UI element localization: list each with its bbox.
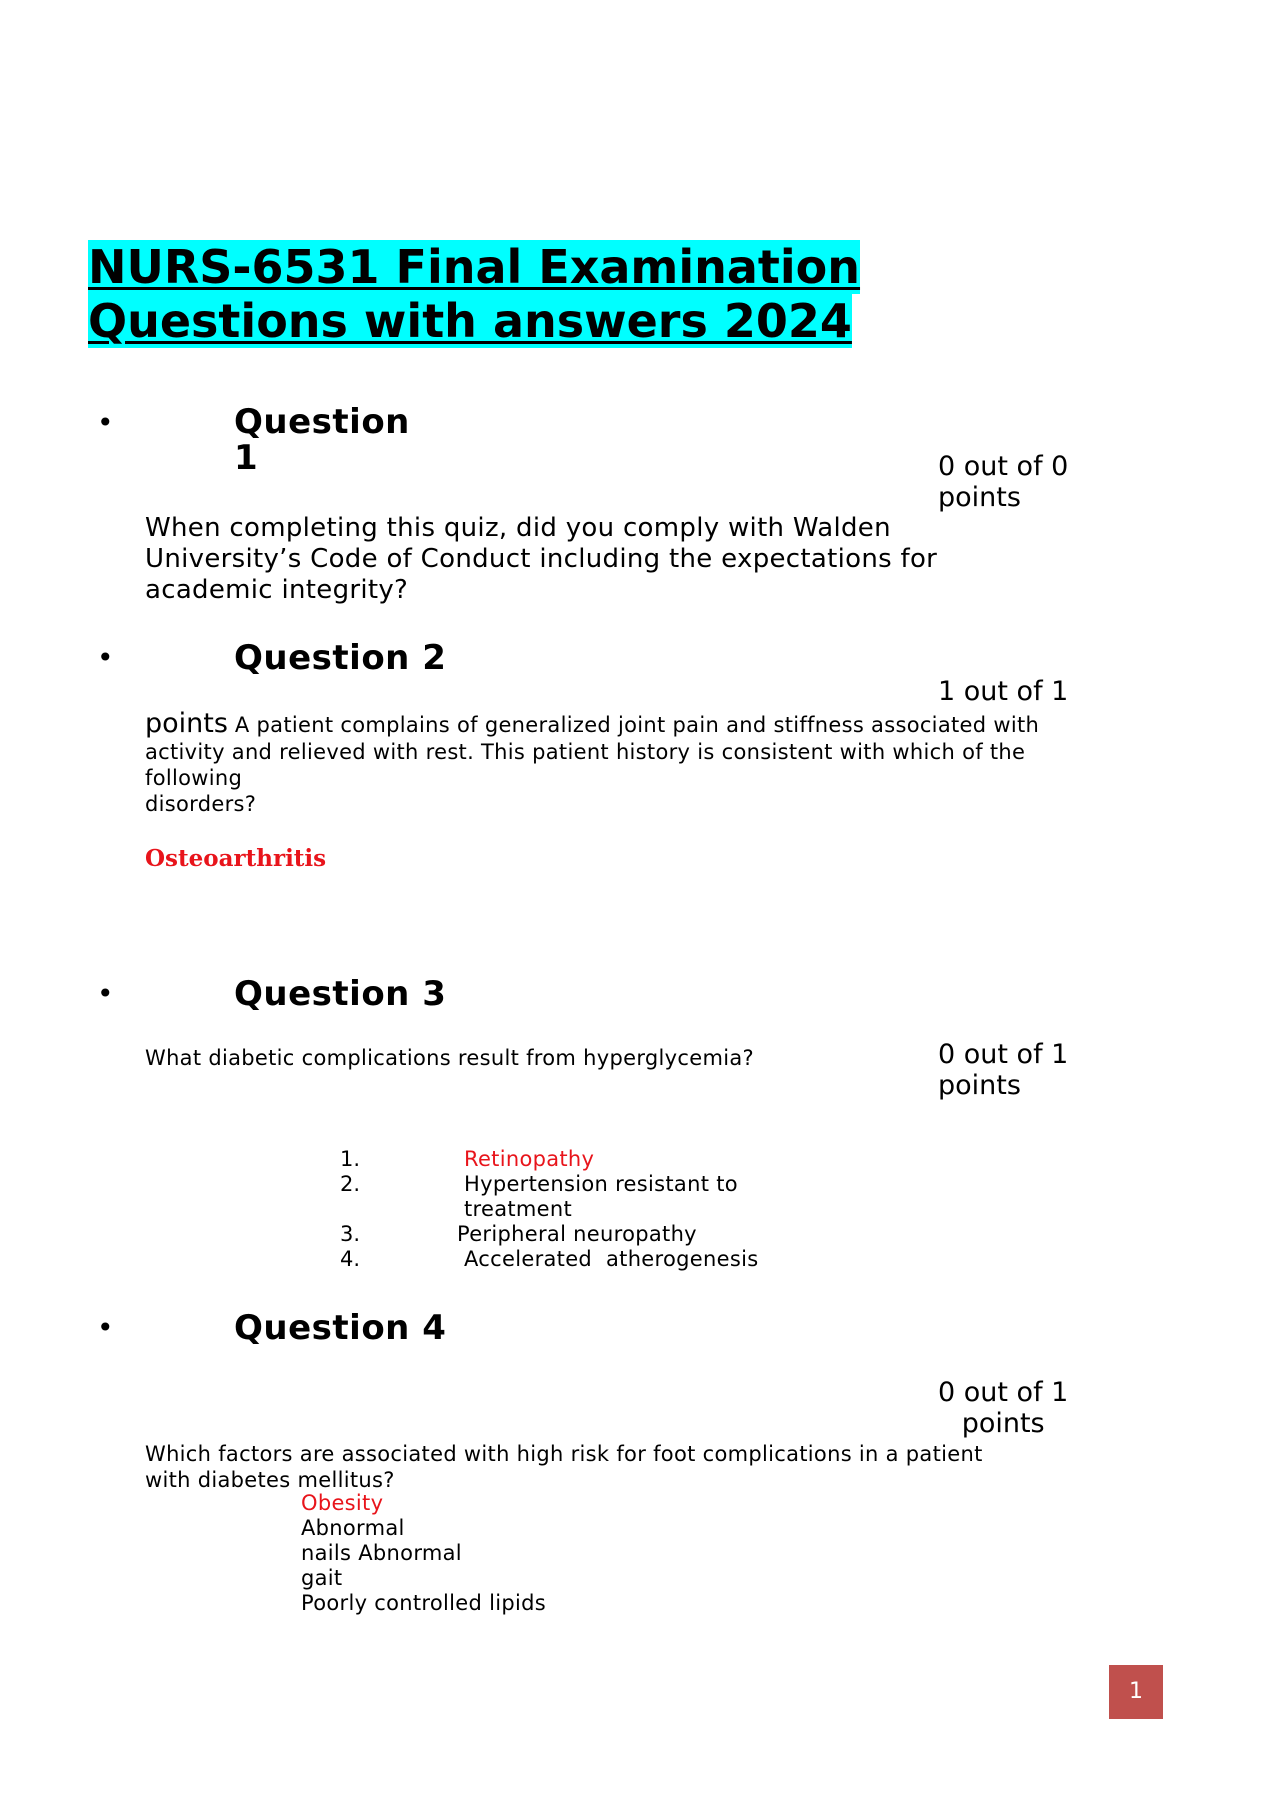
- question-4-points: 0 out of 1 points: [938, 1377, 1069, 1439]
- question-4-option: nails Abnormal: [301, 1541, 462, 1565]
- bullet-question-2: •: [97, 641, 114, 674]
- question-3-option-3: Peripheral neuropathy: [457, 1222, 697, 1246]
- question-3-heading: Question 3: [234, 974, 447, 1014]
- question-3-option-2-number: 2.: [340, 1172, 361, 1196]
- question-3-text: What diabetic complications result from hyperglycemia?: [145, 1046, 754, 1070]
- question-2-points-word: points: [145, 708, 228, 739]
- question-3-option-4-number: 4.: [340, 1247, 361, 1271]
- question-3-option-1-number: 1.: [340, 1147, 361, 1171]
- question-4-option: Abnormal: [301, 1516, 405, 1540]
- question-4-option: Obesity: [301, 1491, 384, 1515]
- bullet-question-3: •: [97, 977, 114, 1010]
- question-3-option-2: Hypertension resistant to treatment: [464, 1172, 738, 1221]
- question-3-points: 0 out of 1 points: [938, 1039, 1069, 1101]
- bullet-question-4: •: [97, 1311, 114, 1344]
- question-2-text-continued: activity and relieved with rest. This patient history is consistent with which of the following disorders?: [145, 740, 1026, 816]
- question-1-text: When completing this quiz, did you comply with Walden University’s Code of Conduct including the expectations for academic integrity?: [145, 513, 938, 605]
- question-2-answer: Osteoarthritis: [145, 845, 327, 872]
- question-3-option-4: Accelerated atherogenesis: [464, 1247, 759, 1271]
- question-2-points: 1 out of 1: [938, 676, 1069, 707]
- question-3-option-1: Retinopathy: [464, 1147, 595, 1171]
- question-2-heading: Question 2: [234, 638, 447, 678]
- question-3-option-3-number: 3.: [340, 1222, 361, 1246]
- bullet-question-1: •: [97, 406, 114, 439]
- question-4-options: [301, 1491, 546, 1616]
- document-title-line-1: NURS-6531 Final Examination: [88, 240, 861, 294]
- question-1-points: 0 out of 0 points: [938, 451, 1069, 513]
- question-4-text: Which factors are associated with high risk for foot complications in a patient with diabetes mellitus?: [145, 1442, 983, 1492]
- document-title-line-2: Questions with answers 2024: [88, 294, 852, 348]
- question-1-heading: Question 1: [234, 402, 410, 478]
- question-2-text: points A patient complains of generalized joint pain and stiffness associated with: [145, 708, 1040, 739]
- question-4-option: Poorly controlled lipids: [301, 1591, 547, 1615]
- question-4-option: gait: [301, 1566, 343, 1590]
- page-number-badge: 1: [1109, 1665, 1163, 1719]
- question-4-heading: Question 4: [234, 1308, 447, 1348]
